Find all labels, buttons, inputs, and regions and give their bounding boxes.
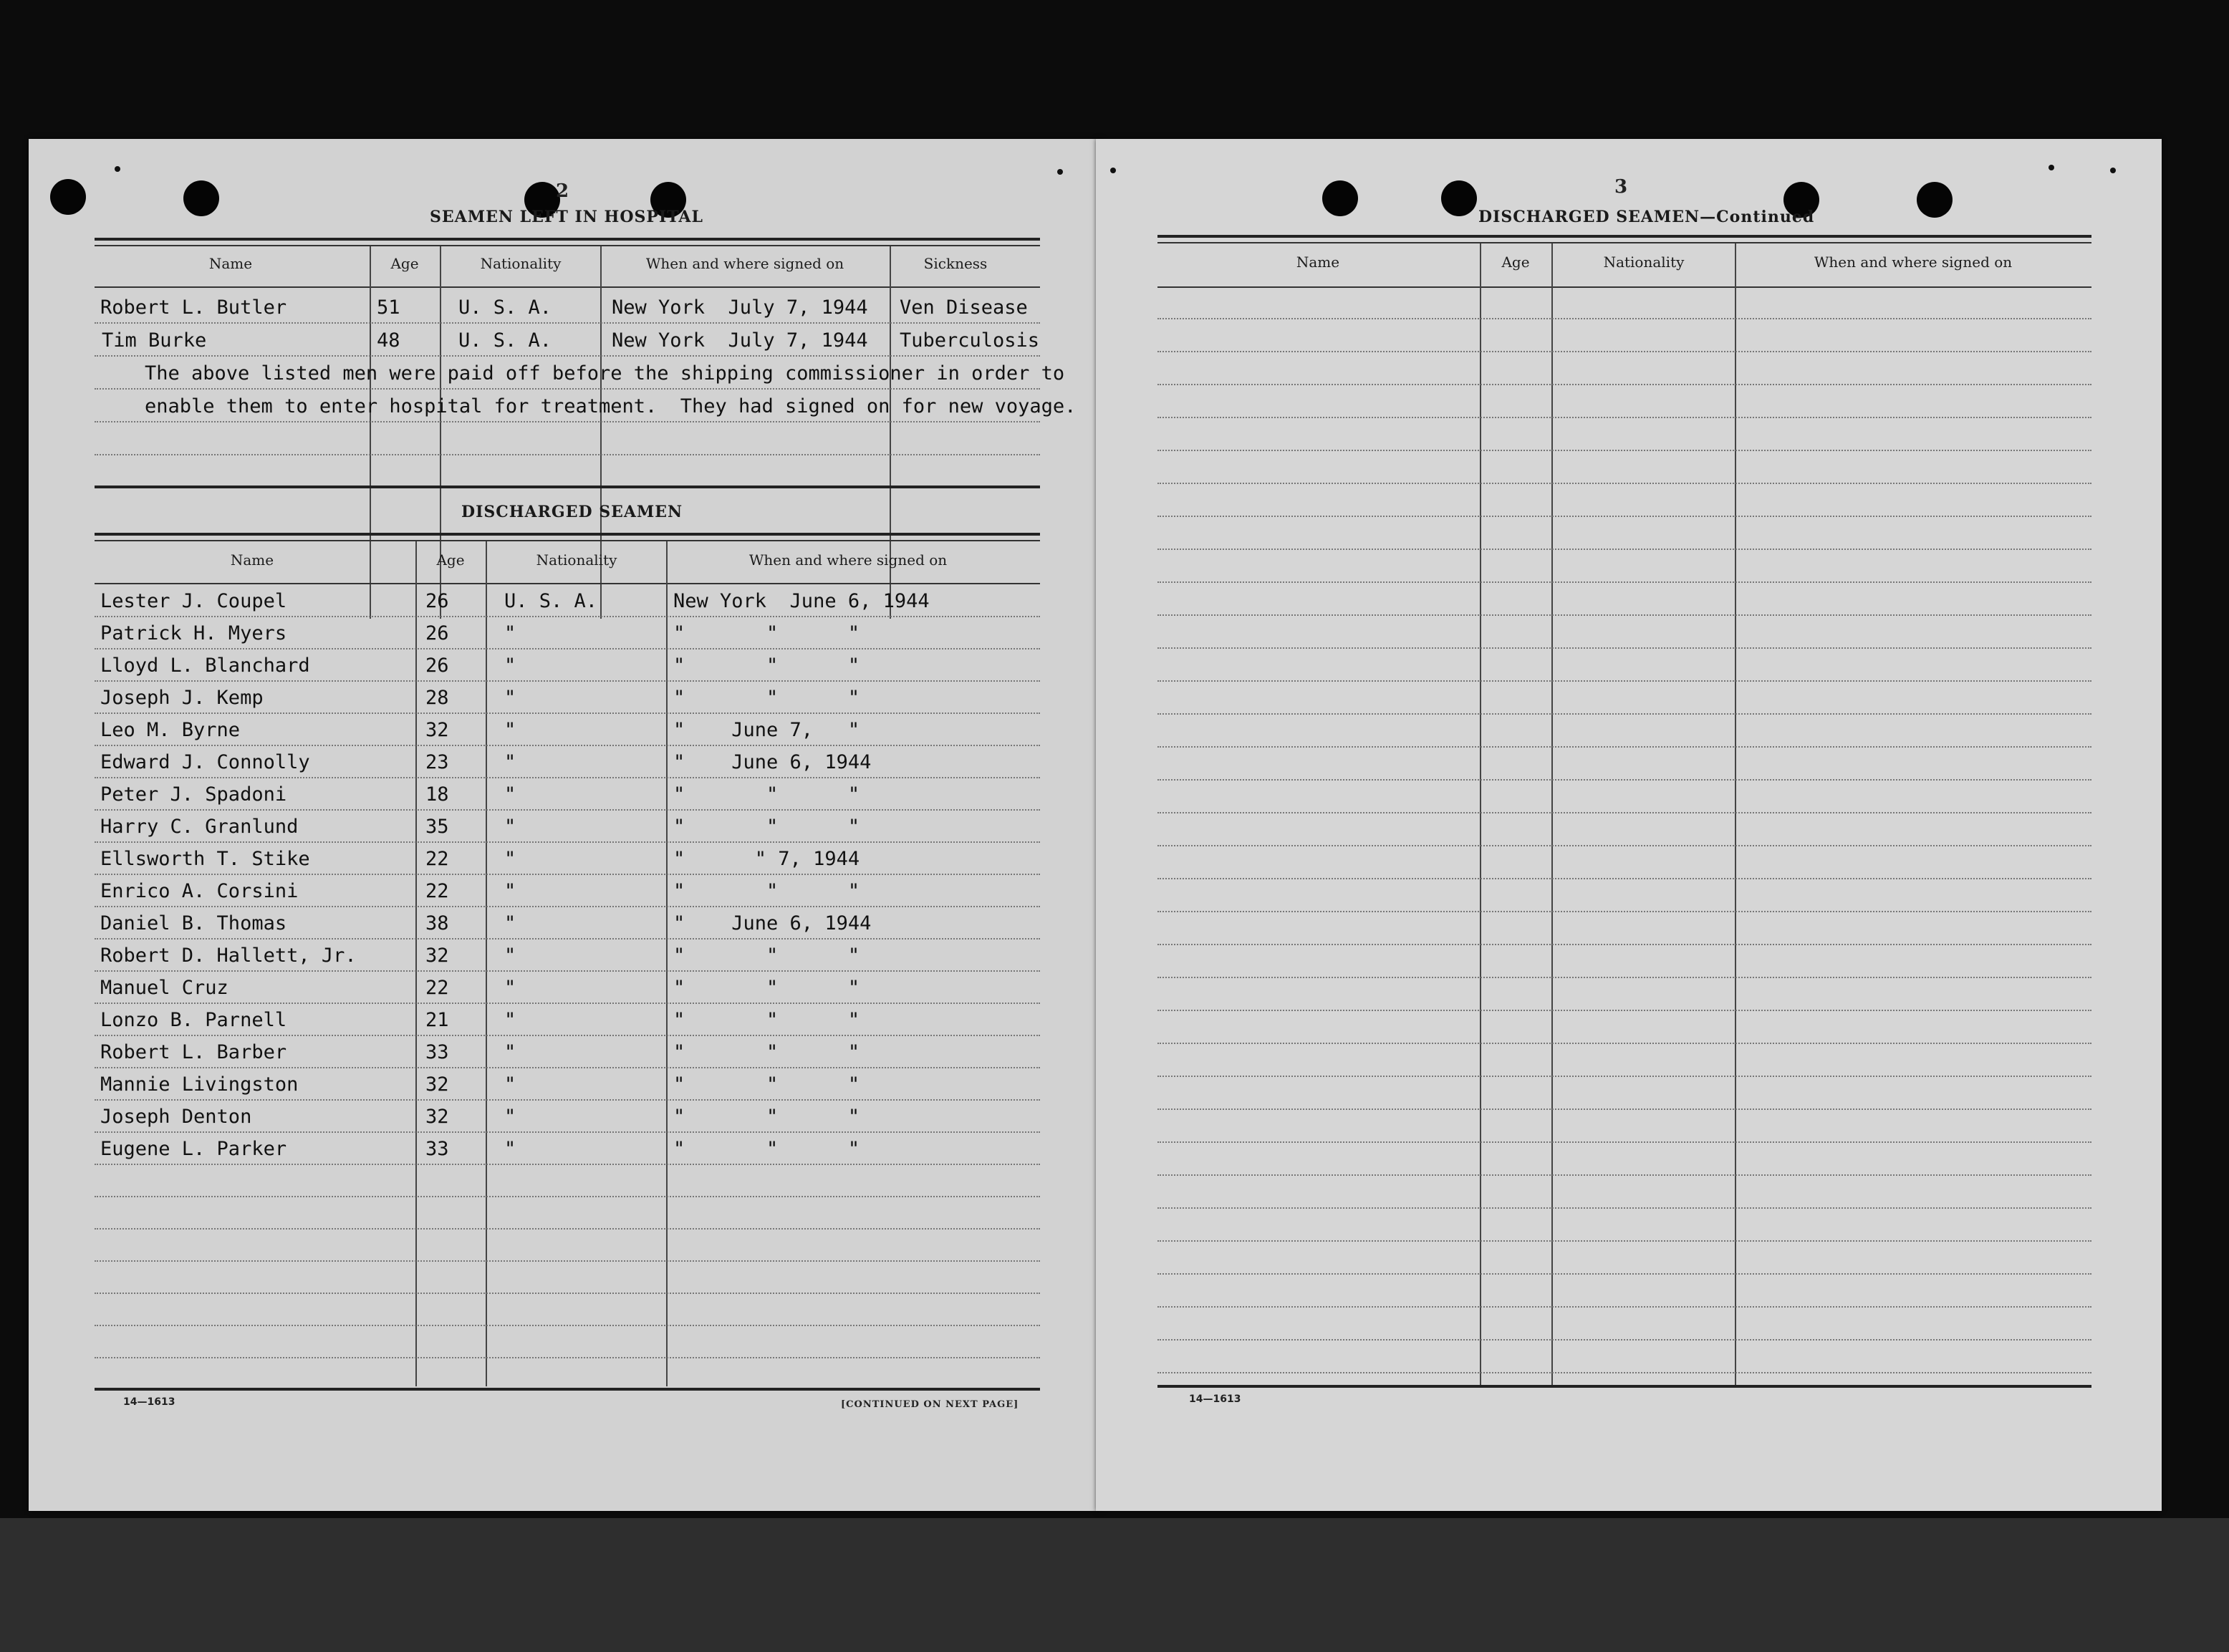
dotted-line: [95, 713, 1040, 714]
dotted-line: [1157, 351, 2091, 352]
discharged-name: Patrick H. Myers: [100, 622, 287, 644]
dotted-line: [95, 680, 1040, 682]
dotted-line: [95, 1228, 1040, 1230]
dotted-line: [95, 1357, 1040, 1358]
discharged-signed-on: " " ": [673, 1073, 860, 1096]
discharged-signed-on: New York June 6, 1944: [673, 590, 930, 612]
dotted-line: [1157, 1372, 2091, 1373]
dotted-line: [95, 1293, 1040, 1294]
discharged-signed-on: " June 7, ": [673, 719, 860, 741]
dotted-line: [95, 1260, 1040, 1262]
discharged-age: 18: [425, 783, 449, 806]
table-rule: [95, 540, 1040, 541]
discharged-signed-on: " " ": [673, 880, 860, 902]
col-head-sickness: Sickness: [923, 255, 988, 272]
dotted-line: [1157, 1043, 2091, 1044]
discharged-signed-on: " June 6, 1944: [673, 912, 872, 934]
dotted-line: [1157, 1076, 2091, 1077]
discharged-nationality: ": [504, 654, 516, 677]
discharged-signed-on: " " ": [673, 1106, 860, 1128]
discharged-name: Mannie Livingston: [100, 1073, 299, 1096]
discharged-nationality: ": [504, 977, 516, 999]
speck: [1110, 168, 1116, 173]
dotted-line: [1157, 878, 2091, 879]
dotted-line: [95, 421, 1040, 422]
table-rule: [95, 583, 1040, 584]
hospital-name: Tim Burke: [102, 329, 207, 352]
table-rule: [1157, 1385, 2091, 1388]
dotted-line: [95, 1003, 1040, 1004]
discharged-age: 22: [425, 848, 449, 870]
discharged-signed-on: " " ": [673, 654, 860, 677]
col-head-age: Age: [390, 255, 419, 272]
dotted-line: [95, 777, 1040, 778]
dotted-line: [95, 1196, 1040, 1197]
table-rule: [95, 238, 1040, 241]
dotted-line: [1157, 1273, 2091, 1275]
discharged-nationality: ": [504, 719, 516, 741]
continued-note: [CONTINUED ON NEXT PAGE]: [841, 1399, 1019, 1410]
discharged-nationality: ": [504, 816, 516, 838]
dotted-line: [95, 1131, 1040, 1133]
discharged-name: Joseph J. Kemp: [100, 687, 264, 709]
page-number: 3: [1614, 176, 1628, 198]
discharged-signed-on: " " ": [673, 816, 860, 838]
dotted-line: [1157, 713, 2091, 715]
discharged-nationality: ": [504, 1138, 516, 1160]
speck: [2110, 168, 2116, 173]
section-title-discharged-continued: DISCHARGED SEAMEN—Continued: [1478, 208, 1815, 226]
hospital-note: The above listed men were paid off before the shipping commissioner in order to: [145, 362, 1065, 385]
discharged-nationality: ": [504, 1041, 516, 1063]
dotted-line: [1157, 1306, 2091, 1308]
discharged-nationality: ": [504, 751, 516, 773]
hospital-name: Robert L. Butler: [100, 296, 287, 319]
discharged-signed-on: " " ": [673, 622, 860, 644]
hospital-signed-on: New York July 7, 1944: [612, 329, 868, 352]
dotted-line: [95, 1035, 1040, 1036]
dotted-line: [95, 1099, 1040, 1101]
col-head-age: Age: [1501, 253, 1530, 271]
dotted-line: [1157, 1207, 2091, 1209]
section-title-hospital: SEAMEN LEFT IN HOSPITAL: [430, 208, 703, 226]
discharged-name: Joseph Denton: [100, 1106, 252, 1128]
dotted-line: [1157, 450, 2091, 451]
discharged-name: Harry C. Granlund: [100, 816, 299, 838]
discharged-age: 28: [425, 687, 449, 709]
dotted-line: [1157, 779, 2091, 781]
discharged-name: Eugene L. Parker: [100, 1138, 287, 1160]
discharged-signed-on: " " ": [673, 945, 860, 967]
hospital-signed-on: New York July 7, 1944: [612, 296, 868, 319]
discharged-name: Robert D. Hallett, Jr.: [100, 945, 357, 967]
dotted-line: [95, 841, 1040, 843]
col-head-age: Age: [436, 551, 465, 569]
dotted-line: [1157, 1339, 2091, 1341]
dotted-line: [95, 1164, 1040, 1165]
dotted-line: [1157, 746, 2091, 748]
form-number: 14—1613: [1189, 1393, 1241, 1405]
col-head-name: Name: [208, 255, 253, 272]
discharged-age: 32: [425, 945, 449, 967]
dotted-line: [95, 616, 1040, 617]
page-number: 2: [556, 180, 569, 202]
table-rule: [95, 533, 1040, 536]
discharged-nationality: U. S. A.: [504, 590, 598, 612]
dotted-line: [1157, 944, 2091, 945]
dotted-line: [1157, 417, 2091, 418]
dotted-line: [95, 355, 1040, 357]
discharged-age: 26: [425, 590, 449, 612]
discharged-nationality: ": [504, 687, 516, 709]
hospital-nationality: U. S. A.: [458, 296, 552, 319]
hospital-sickness: Ven Disease: [900, 296, 1028, 319]
discharged-nationality: ": [504, 1106, 516, 1128]
speck: [2049, 165, 2054, 170]
discharged-name: Enrico A. Corsini: [100, 880, 299, 902]
discharged-nationality: ": [504, 1009, 516, 1031]
dotted-line: [95, 874, 1040, 875]
discharged-age: 32: [425, 719, 449, 741]
hospital-note: enable them to enter hospital for treatment. They had signed on for new voyage.: [145, 395, 1077, 417]
discharged-nationality: ": [504, 622, 516, 644]
dotted-line: [1157, 483, 2091, 484]
discharged-name: Leo M. Byrne: [100, 719, 241, 741]
dotted-line: [95, 970, 1040, 972]
dotted-line: [95, 454, 1040, 455]
column-divider: [1480, 243, 1481, 1385]
discharged-age: 32: [425, 1073, 449, 1096]
column-divider: [1735, 243, 1736, 1385]
table-rule: [1157, 242, 2091, 243]
discharged-nationality: ": [504, 945, 516, 967]
discharged-signed-on: " " ": [673, 1009, 860, 1031]
table-rule: [95, 245, 1040, 246]
discharged-age: 33: [425, 1041, 449, 1063]
col-head-nationality: Nationality: [1603, 253, 1685, 271]
dotted-line: [1157, 812, 2091, 813]
discharged-name: Manuel Cruz: [100, 977, 228, 999]
section-title-discharged: DISCHARGED SEAMEN: [461, 503, 683, 521]
discharged-name: Peter J. Spadoni: [100, 783, 287, 806]
dotted-line: [1157, 581, 2091, 583]
discharged-age: 26: [425, 622, 449, 644]
discharged-name: Daniel B. Thomas: [100, 912, 287, 934]
dotted-line: [95, 1325, 1040, 1326]
column-divider: [486, 541, 487, 1386]
column-divider: [1551, 243, 1553, 1385]
discharged-nationality: ": [504, 783, 516, 806]
discharged-age: 35: [425, 816, 449, 838]
discharged-signed-on: " " ": [673, 687, 860, 709]
dotted-line: [1157, 845, 2091, 846]
table-rule: [1157, 235, 2091, 238]
dotted-line: [95, 322, 1040, 324]
col-head-name: Name: [230, 551, 274, 569]
discharged-name: Lester J. Coupel: [100, 590, 287, 612]
dotted-line: [95, 648, 1040, 649]
discharged-signed-on: " " ": [673, 977, 860, 999]
discharged-signed-on: " " ": [673, 1041, 860, 1063]
table-rule: [95, 486, 1040, 488]
dotted-line: [1157, 384, 2091, 385]
discharged-signed-on: " " 7, 1944: [673, 848, 860, 870]
discharged-nationality: ": [504, 880, 516, 902]
dotted-line: [1157, 549, 2091, 550]
discharged-age: 33: [425, 1138, 449, 1160]
dotted-line: [1157, 977, 2091, 978]
left-page: [29, 139, 1103, 1511]
dotted-line: [95, 938, 1040, 939]
discharged-name: Robert L. Barber: [100, 1041, 287, 1063]
col-head-nationality: Nationality: [536, 551, 617, 569]
dotted-line: [1157, 1141, 2091, 1143]
scanner-backdrop: [0, 1518, 2229, 1652]
discharged-age: 23: [425, 751, 449, 773]
discharged-signed-on: " " ": [673, 783, 860, 806]
discharged-signed-on: " June 6, 1944: [673, 751, 872, 773]
right-page: [1096, 139, 2162, 1511]
discharged-name: Lonzo B. Parnell: [100, 1009, 287, 1031]
binder-hole: [1917, 182, 1953, 218]
discharged-nationality: ": [504, 848, 516, 870]
discharged-age: 22: [425, 880, 449, 902]
dotted-line: [1157, 614, 2091, 616]
col-head-signed-on: When and where signed on: [1814, 253, 2013, 271]
col-head-signed-on: When and where signed on: [748, 551, 948, 569]
dotted-line: [95, 809, 1040, 811]
binder-hole: [183, 180, 219, 216]
table-rule: [95, 1388, 1040, 1391]
col-head-signed-on: When and where signed on: [645, 255, 844, 272]
dotted-line: [95, 906, 1040, 907]
dotted-line: [95, 388, 1040, 390]
dotted-line: [95, 1067, 1040, 1068]
binder-hole: [1322, 180, 1358, 216]
discharged-nationality: ": [504, 912, 516, 934]
dotted-line: [1157, 1010, 2091, 1011]
discharged-name: Ellsworth T. Stike: [100, 848, 310, 870]
discharged-nationality: ": [504, 1073, 516, 1096]
hospital-age: 51: [377, 296, 400, 319]
speck: [115, 166, 120, 172]
dotted-line: [1157, 647, 2091, 649]
col-head-name: Name: [1296, 253, 1340, 271]
discharged-signed-on: " " ": [673, 1138, 860, 1160]
discharged-age: 32: [425, 1106, 449, 1128]
speck: [1057, 169, 1063, 175]
dotted-line: [1157, 680, 2091, 682]
discharged-age: 22: [425, 977, 449, 999]
hospital-sickness: Tuberculosis: [900, 329, 1040, 352]
binder-hole: [1441, 180, 1477, 216]
dotted-line: [1157, 516, 2091, 517]
discharged-name: Edward J. Connolly: [100, 751, 310, 773]
dotted-line: [1157, 318, 2091, 319]
discharged-age: 38: [425, 912, 449, 934]
discharged-name: Lloyd L. Blanchard: [100, 654, 310, 677]
dotted-line: [1157, 1108, 2091, 1110]
column-divider: [666, 541, 668, 1386]
dotted-line: [95, 745, 1040, 746]
column-divider: [415, 541, 417, 1386]
discharged-age: 21: [425, 1009, 449, 1031]
discharged-age: 26: [425, 654, 449, 677]
dotted-line: [1157, 1240, 2091, 1242]
hospital-nationality: U. S. A.: [458, 329, 552, 352]
hospital-age: 48: [377, 329, 400, 352]
form-number: 14—1613: [123, 1396, 175, 1408]
col-head-nationality: Nationality: [480, 255, 562, 272]
table-rule: [1157, 286, 2091, 288]
dotted-line: [1157, 911, 2091, 912]
dotted-line: [1157, 1174, 2091, 1176]
table-rule: [95, 286, 1040, 288]
binder-hole: [50, 179, 86, 215]
